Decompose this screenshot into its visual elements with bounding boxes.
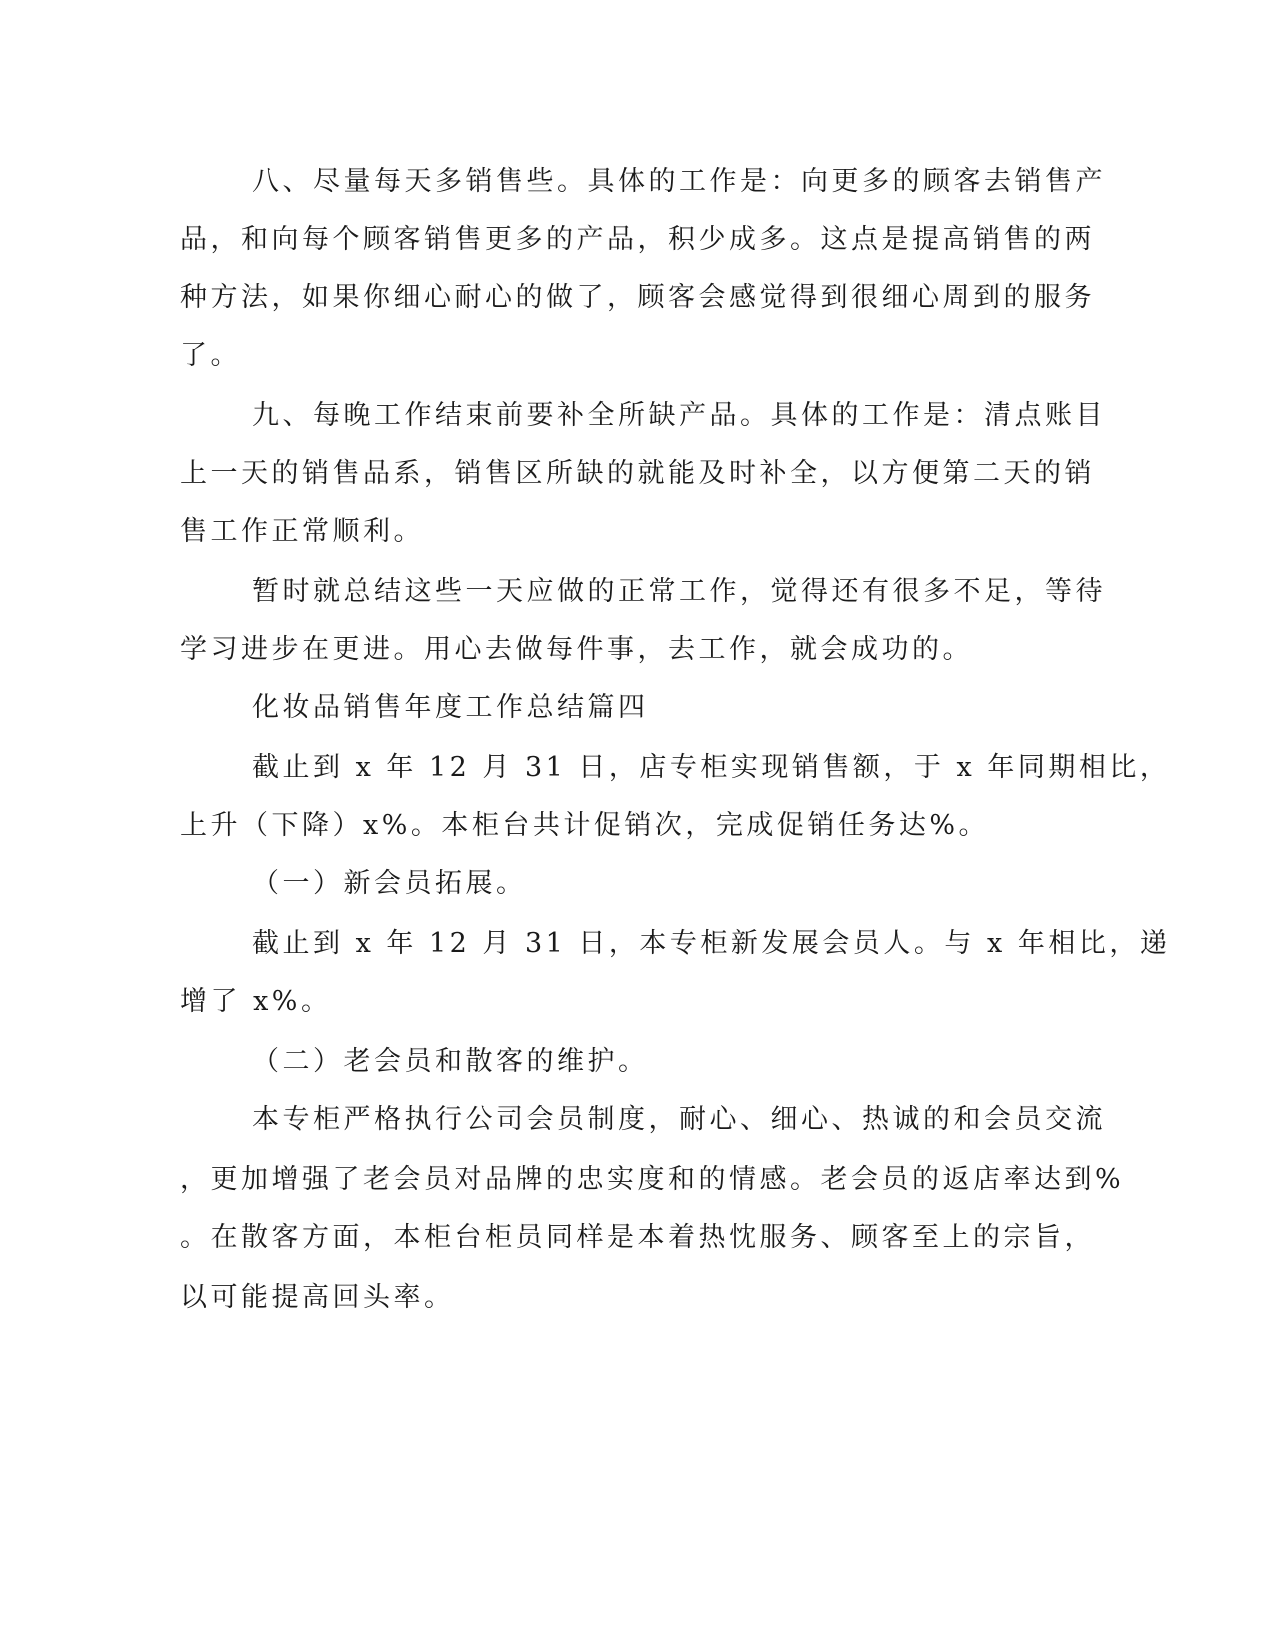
paragraph-line: 以可能提高回头率。 [180,1282,455,1313]
paragraph-line: 截止到 x 年 12 月 31 日，本专柜新发展会员人。与 x 年相比，递 [252,928,1171,959]
paragraph-line: 上升（下降）x%。本柜台共计促销次，完成促销任务达%。 [180,810,990,841]
paragraph-line: 九、每晚工作结束前要补全所缺产品。具体的工作是：清点账目 [252,400,1106,431]
paragraph-line: 暂时就总结这些一天应做的正常工作，觉得还有很多不足，等待 [252,576,1106,607]
paragraph-line: 学习进步在更进。用心去做每件事，去工作，就会成功的。 [180,634,973,665]
paragraph-line: 品，和向每个顾客销售更多的产品，积少成多。这点是提高销售的两 [180,224,1095,255]
subsection-heading: （一）新会员拓展。 [252,868,527,899]
subsection-heading: （二）老会员和散客的维护。 [252,1046,649,1077]
paragraph-line: 上一天的销售品系，销售区所缺的就能及时补全，以方便第二天的销 [180,458,1095,489]
paragraph-line: ，更加增强了老会员对品牌的忠实度和的情感。老会员的返店率达到% [180,1164,1125,1195]
paragraph-line: 了。 [180,340,241,371]
paragraph-line: 截止到 x 年 12 月 31 日，店专柜实现销售额，于 x 年同期相比， [252,752,1171,783]
paragraph-line: 种方法，如果你细心耐心的做了，顾客会感觉得到很细心周到的服务 [180,282,1095,313]
section-heading: 化妆品销售年度工作总结篇四 [252,692,649,723]
paragraph-line: 八、尽量每天多销售些。具体的工作是：向更多的顾客去销售产 [252,166,1106,197]
paragraph-line: 本专柜严格执行公司会员制度，耐心、细心、热诚的和会员交流 [252,1104,1106,1135]
paragraph-line: 。在散客方面，本柜台柜员同样是本着热忱服务、顾客至上的宗旨， [180,1222,1095,1253]
paragraph-line: 增了 x%。 [180,986,332,1017]
paragraph-line: 售工作正常顺利。 [180,516,424,547]
